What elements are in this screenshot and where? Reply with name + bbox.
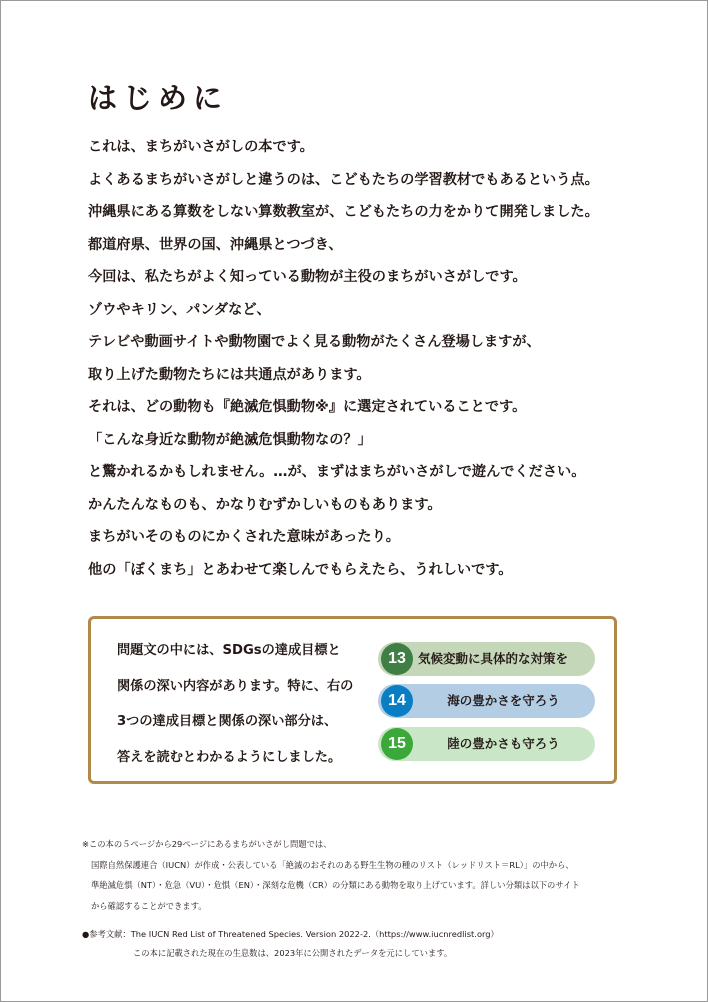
footnote-line: から確認することができます。 <box>91 900 207 911</box>
intro-line: それは、どの動物も『絶滅危惧動物※』に選定されていることです。 <box>88 399 527 415</box>
sdg-goal-14-label: 海の豊かさを守ろう <box>447 693 560 708</box>
intro-line: これは、まちがいさがしの本です。 <box>88 139 314 155</box>
sdg-goal-13 <box>378 642 595 676</box>
intro-line: 今回は、私たちがよく知っている動物が主役のまちがいさがしです。 <box>88 269 527 285</box>
intro-line: ゾウやキリン、パンダなど、 <box>88 301 271 318</box>
sdg-box-line: 関係の深い内容があります。特に、右の <box>117 678 354 694</box>
sdg-box <box>88 616 617 784</box>
footnote-line: ※この本の５ページから29ページにあるまちがいさがし問題では、 <box>82 839 332 849</box>
intro-line: よくあるまちがいさがしと違うのは、こどもたちの学習教材でもあるという点。 <box>88 171 599 188</box>
sdg-box-line: 答えを読むとわかるようにしました。 <box>117 749 342 765</box>
sdg-goal-15-number: 15 <box>381 728 413 760</box>
reference-line: ●参考文献：The IUCN Red List of Threatened Species. Version 2022-2.（https://www.iucnredlist.org） <box>82 929 499 939</box>
footnote-line: 国際自然保護連合（IUCN）が作成・公表している「絶滅のおそれのある野生生物の種のリスト（レッドリスト＝RL）」の中から、 <box>91 859 574 870</box>
reference-note: この本に記載された現在の生息数は、2023年に公開されたデータを元にしています。 <box>133 948 453 958</box>
reference <box>82 926 682 964</box>
intro-text <box>88 135 648 590</box>
sdg-goal-15-label: 陸の豊かさも守ろう <box>447 736 560 751</box>
intro-line: 他の「ぼくまち」とあわせて楽しんでもらえたら、うれしいです。 <box>88 561 513 578</box>
sdg-goal-13-label: 気候変動に具体的な対策を <box>418 651 569 666</box>
intro-line: まちがいそのものにかくされた意味があったり。 <box>88 529 400 545</box>
intro-line: 取り上げた動物たちには共通点があります。 <box>88 366 371 383</box>
intro-line: 沖縄県にある算数をしない算数教室が、こどもたちの力をかりて開発しました。 <box>88 204 599 220</box>
intro-line: 「こんな身近な動物が絶滅危惧動物なの？」 <box>88 431 372 448</box>
page-title: はじめに <box>88 81 229 115</box>
footnote-line: 準絶滅危惧（NT）・危急（VU）・危惧（EN）・深刻な危機（CR）の分類にある動物を取り上げています。詳しい分類は以下のサイト <box>91 880 580 890</box>
sdg-box-line: 問題文の中には、SDGsの達成目標と <box>117 643 341 658</box>
intro-line: テレビや動画サイトや動物園でよく見る動物がたくさん登場しますが、 <box>88 334 541 350</box>
sdg-goal-14 <box>378 684 595 718</box>
intro-line: と驚かれるかもしれません。…が、まずはまちがいさがしで遊んでください。 <box>88 464 586 480</box>
sdg-goal-13-number: 13 <box>381 643 413 675</box>
sdg-box-line: 3つの達成目標と関係の深い部分は、 <box>117 714 338 729</box>
sdg-goal-14-number: 14 <box>381 685 413 717</box>
intro-line: かんたんなものも、かなりむずかしいものもあります。 <box>88 496 442 513</box>
footnotes <box>82 836 682 918</box>
sdg-goal-15 <box>378 727 595 761</box>
sdg-box-text <box>117 639 367 781</box>
intro-line: 都道府県、世界の国、沖縄県とつづき、 <box>88 236 343 253</box>
